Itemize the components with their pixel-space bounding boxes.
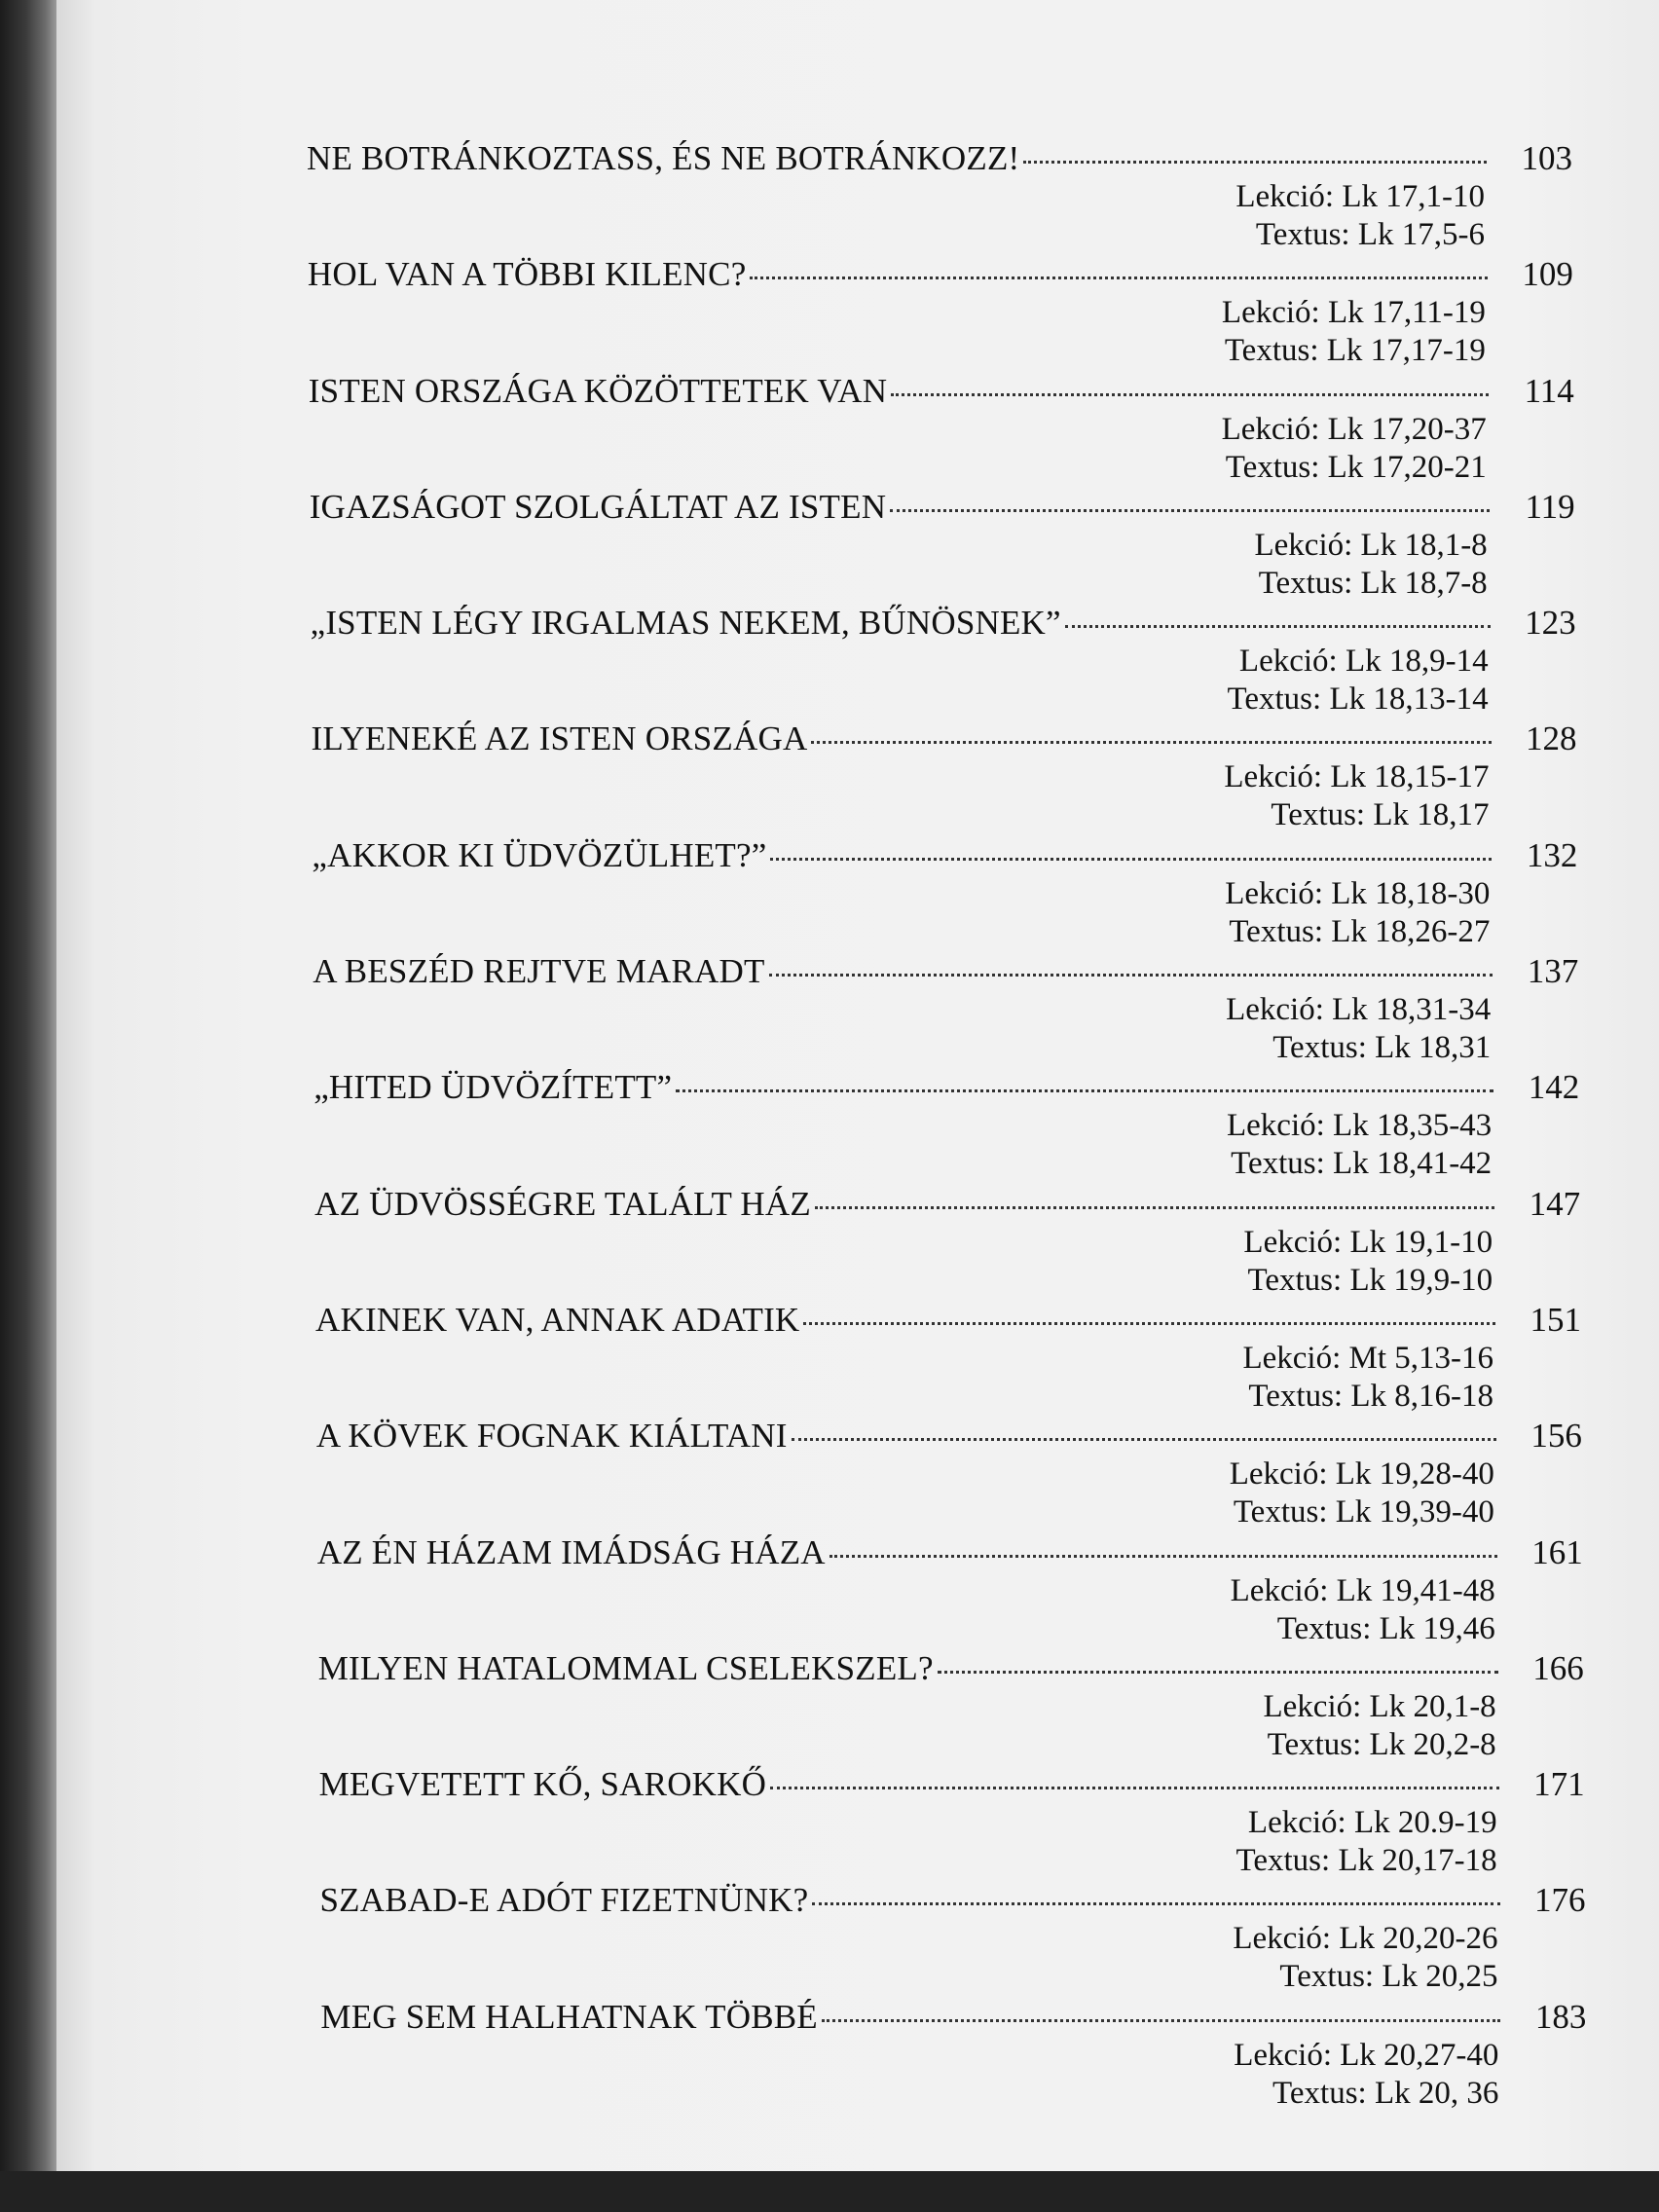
toc-title-line <box>320 1881 1586 1920</box>
toc-entry <box>317 1648 1584 1765</box>
textus-reference: Textus: Lk 17,20-21 <box>1225 449 1487 485</box>
toc-entry <box>312 835 1578 952</box>
toc-title-line <box>309 372 1574 411</box>
book-spine-shadow <box>0 0 56 2212</box>
dot-leader <box>822 2019 1501 2022</box>
textus-reference: Textus: Lk 8,16-18 <box>1248 1378 1493 1414</box>
lekcio-reference: Lekció: Lk 19,41-48 <box>1230 1572 1495 1608</box>
toc-entry <box>310 604 1576 719</box>
toc-title-line <box>317 1533 1583 1572</box>
toc-page-number: 142 <box>1528 1068 1580 1107</box>
textus-reference: Textus: Lk 20,25 <box>1279 1959 1498 1995</box>
dot-leader <box>770 1787 1498 1789</box>
toc-entry <box>318 1765 1585 1881</box>
toc-entry <box>320 1997 1587 2114</box>
textus-reference: Textus: Lk 18,41-42 <box>1231 1146 1493 1182</box>
textus-reference: Textus: Lk 17,17-19 <box>1224 333 1486 369</box>
lekcio-reference: Lekció: Lk 17,20-37 <box>1221 411 1487 447</box>
dot-leader <box>891 393 1489 396</box>
toc-entry <box>313 1068 1580 1184</box>
lekcio-reference: Lekció: Lk 20,1-8 <box>1263 1688 1496 1724</box>
toc-entry-title: MEGVETETT KŐ, SAROKKŐ <box>318 1765 767 1804</box>
lekcio-reference: Lekció: Mt 5,13-16 <box>1242 1340 1493 1376</box>
toc-page-number: 128 <box>1526 719 1577 758</box>
toc-page-number: 151 <box>1530 1300 1581 1339</box>
toc-title-line <box>314 1185 1580 1224</box>
lekcio-reference: Lekció: Lk 20,20-26 <box>1233 1921 1498 1957</box>
lekcio-reference: Lekció: Lk 18,18-30 <box>1225 875 1491 911</box>
toc-entry-title: A BESZÉD REJTVE MARADT <box>313 952 765 991</box>
lekcio-reference: Lekció: Lk 18,31-34 <box>1226 992 1492 1028</box>
toc-entry <box>309 372 1572 488</box>
toc-entry-title: AKINEK VAN, ANNAK ADATIK <box>315 1300 800 1339</box>
toc-page-number: 156 <box>1530 1417 1582 1456</box>
toc-entry <box>319 1881 1586 1997</box>
toc-title-line <box>315 1301 1581 1340</box>
toc-page-number: 119 <box>1525 487 1575 526</box>
toc-title-line <box>313 1068 1579 1107</box>
dot-leader <box>938 1671 1498 1674</box>
dot-leader <box>815 1206 1494 1209</box>
lekcio-reference: Lekció: Lk 19,28-40 <box>1229 1456 1494 1493</box>
toc-entry <box>308 255 1572 371</box>
toc-entry <box>314 1184 1581 1301</box>
dot-leader <box>830 1555 1497 1558</box>
toc-entry-title: „ISTEN LÉGY IRGALMAS NEKEM, BŰNÖSNEK” <box>310 604 1061 643</box>
toc-entry-title: SZABAD-E ADÓT FIZETNÜNK? <box>319 1881 809 1920</box>
dot-leader <box>792 1438 1496 1441</box>
toc-entry <box>315 1300 1581 1417</box>
toc-entry-title: „AKKOR KI ÜDVÖZÜLHET?” <box>312 835 767 874</box>
textus-reference: Textus: Lk 19,39-40 <box>1233 1494 1494 1530</box>
lekcio-reference: Lekció: Lk 20,27-40 <box>1234 2037 1499 2073</box>
toc-page-number: 147 <box>1529 1184 1581 1223</box>
textus-reference: Textus: Lk 19,9-10 <box>1247 1262 1493 1298</box>
dot-leader <box>1023 161 1487 164</box>
dot-leader <box>1065 625 1491 628</box>
dot-leader <box>770 858 1492 861</box>
toc-page-number: 123 <box>1525 604 1576 643</box>
dot-leader <box>811 741 1491 744</box>
textus-reference: Textus: Lk 18,17 <box>1271 797 1490 833</box>
toc-title-line <box>319 1765 1585 1804</box>
lekcio-reference: Lekció: Lk 17,11-19 <box>1221 295 1486 331</box>
toc-title-line <box>310 488 1575 527</box>
toc-page-number: 183 <box>1534 1997 1587 2036</box>
toc-entry <box>316 1532 1583 1649</box>
dot-leader <box>750 276 1487 279</box>
toc-page-number: 176 <box>1534 1881 1586 1920</box>
textus-reference: Textus: Lk 18,26-27 <box>1229 913 1491 949</box>
lekcio-reference: Lekció: Lk 19,1-10 <box>1243 1224 1493 1260</box>
toc-entry <box>315 1417 1582 1532</box>
lekcio-reference: Lekció: Lk 18,1-8 <box>1254 527 1488 563</box>
toc-title-line <box>313 952 1578 991</box>
toc-entry-title: ILYENEKÉ AZ ISTEN ORSZÁGA <box>311 719 808 758</box>
textus-reference: Textus: Lk 20,17-18 <box>1235 1843 1497 1879</box>
toc-page-number: 166 <box>1532 1648 1584 1687</box>
textus-reference: Textus: Lk 18,7-8 <box>1258 565 1488 601</box>
toc-entry-title: ISTEN ORSZÁGA KÖZÖTTETEK VAN <box>308 371 888 410</box>
dot-leader <box>890 509 1490 512</box>
toc-entry-title: MEG SEM HALHATNAK TÖBBÉ <box>320 1997 818 2036</box>
toc-title-line <box>307 139 1572 178</box>
textus-reference: Textus: Lk 17,5-6 <box>1255 217 1485 252</box>
toc-title-line <box>318 1649 1584 1688</box>
dot-leader <box>676 1089 1493 1092</box>
toc-page-number: 171 <box>1533 1765 1585 1804</box>
toc-page-number: 161 <box>1531 1532 1583 1571</box>
toc-title-line <box>312 719 1577 758</box>
lekcio-reference: Lekció: Lk 18,9-14 <box>1238 644 1489 680</box>
bottom-background <box>0 2171 1659 2212</box>
textus-reference: Textus: Lk 18,31 <box>1272 1030 1492 1066</box>
toc-entry-title: MILYEN HATALOMMAL CSELEKSZEL? <box>317 1648 934 1687</box>
toc-title-line <box>320 1998 1586 2037</box>
toc-page-number: 137 <box>1527 952 1579 991</box>
toc-title-line <box>316 1417 1582 1456</box>
toc-entry-title: AZ ÜDVÖSSÉGRE TALÁLT HÁZ <box>314 1184 811 1223</box>
lekcio-reference: Lekció: Lk 18,35-43 <box>1227 1108 1493 1144</box>
toc-entry-title: HOL VAN A TÖBBI KILENC? <box>307 255 747 294</box>
dot-leader <box>803 1322 1495 1325</box>
toc-title-line <box>311 604 1576 643</box>
textus-reference: Textus: Lk 20,2-8 <box>1267 1726 1496 1762</box>
toc-title-line <box>308 255 1573 294</box>
toc-entry-title: „HITED ÜDVÖZÍTETT” <box>313 1068 673 1107</box>
lekcio-reference: Lekció: Lk 20.9-19 <box>1247 1805 1497 1841</box>
toc-entry-title: A KÖVEK FOGNAK KIÁLTANI <box>315 1417 788 1456</box>
toc-entry <box>309 487 1575 604</box>
toc-entry <box>307 139 1572 255</box>
table-of-contents <box>307 139 1587 2114</box>
toc-entry-title: AZ ÉN HÁZAM IMÁDSÁG HÁZA <box>316 1532 826 1571</box>
toc-entry-title: NE BOTRÁNKOZTASS, ÉS NE BOTRÁNKOZZ! <box>307 139 1020 177</box>
toc-entry-title: IGAZSÁGOT SZOLGÁLTAT AZ ISTEN <box>309 487 887 526</box>
toc-entry <box>313 952 1579 1068</box>
toc-page-number: 132 <box>1526 835 1578 874</box>
textus-reference: Textus: Lk 18,13-14 <box>1227 682 1489 718</box>
lekcio-reference: Lekció: Lk 17,1-10 <box>1235 179 1485 214</box>
toc-title-line <box>312 836 1577 875</box>
toc-page-number: 103 <box>1521 139 1572 177</box>
textus-reference: Textus: Lk 19,46 <box>1276 1610 1495 1646</box>
toc-page-number: 114 <box>1524 371 1574 410</box>
toc-page-number: 109 <box>1522 255 1573 294</box>
dot-leader <box>769 974 1493 977</box>
toc-entry <box>311 719 1577 835</box>
lekcio-reference: Lekció: Lk 18,15-17 <box>1224 759 1490 795</box>
textus-reference: Textus: Lk 20, 36 <box>1272 2075 1499 2111</box>
dot-leader <box>812 1902 1499 1905</box>
